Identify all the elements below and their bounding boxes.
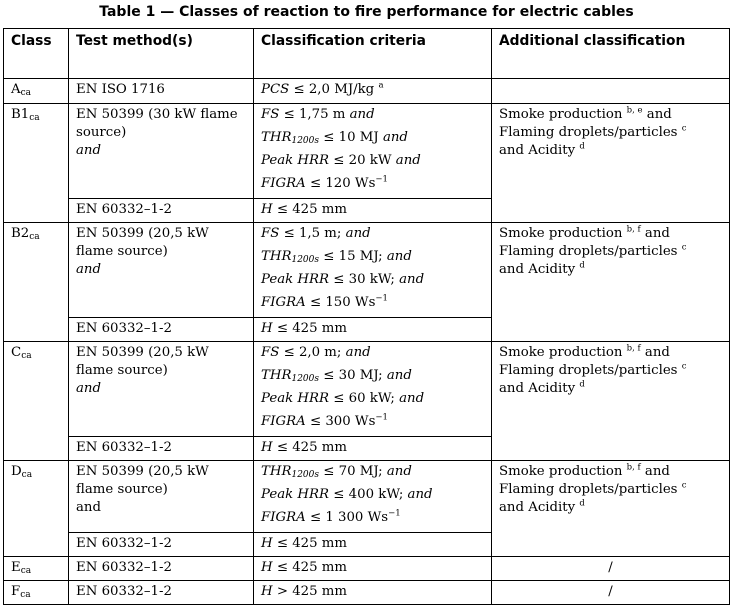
fire-classes-table [3, 28, 730, 605]
method-cell: EN 60332–1-2 [69, 557, 254, 581]
additional-cell: / [492, 581, 730, 605]
class-cell: Cca [4, 342, 69, 461]
criteria-cell: FS ≤ 1,75 m and THR1200s ≤ 10 MJ and Peak HRR ≤ 20 kW and FIGRA ≤ 120 $Ws^{-1}$ [254, 104, 492, 199]
header-classification-criteria: Classification criteria [254, 29, 492, 79]
method-cell: EN 60332–1-2 [69, 533, 254, 557]
criteria-cell: H ≤ 425 mm [254, 318, 492, 342]
criteria-cell: FS ≤ 2,0 m; and THR1200s ≤ 30 MJ; and Peak HRR ≤ 60 kW; and FIGRA ≤ 300 $Ws^{-1}$ [254, 342, 492, 437]
method-cell: EN 50399 (20,5 kW flame source) and [69, 223, 254, 318]
class-cell: B2ca [4, 223, 69, 342]
criteria-cell: PCS ≤ 2,0 MJ/kg $^a$ [254, 79, 492, 104]
header-row [4, 29, 730, 79]
additional-cell: Smoke production $^{b, f}$ and Flaming droplets/particles $^c$ and Acidity $^d$ [492, 461, 730, 557]
criteria-cell: H ≤ 425 mm [254, 533, 492, 557]
additional-cell: Smoke production $^{b, f}$ and Flaming droplets/particles $^c$ and Acidity $^d$ [492, 223, 730, 342]
table-row [4, 581, 730, 605]
criteria-cell: FS ≤ 1,5 m; and THR1200s ≤ 15 MJ; and Peak HRR ≤ 30 kW; and FIGRA ≤ 150 $Ws^{-1}$ [254, 223, 492, 318]
method-cell: EN ISO 1716 [69, 79, 254, 104]
class-cell: Fca [4, 581, 69, 605]
class-cell: Aca [4, 79, 69, 104]
method-cell: EN 60332–1-2 [69, 318, 254, 342]
additional-cell: Smoke production $^{b, e}$ and Flaming droplets/particles $^c$ and Acidity $^d$ [492, 104, 730, 223]
method-cell: EN 60332–1-2 [69, 581, 254, 605]
header-additional-classification: Additional classification [492, 29, 730, 79]
table-row [4, 79, 730, 104]
table-caption: Table 1 — Classes of reaction to fire performance for electric cables [99, 4, 634, 20]
additional-cell: Smoke production $^{b, f}$ and Flaming droplets/particles $^c$ and Acidity $^d$ [492, 342, 730, 461]
method-cell: EN 60332–1-2 [69, 437, 254, 461]
header-test-method: Test method(s) [69, 29, 254, 79]
class-cell: Eca [4, 557, 69, 581]
criteria-cell: H ≤ 425 mm [254, 437, 492, 461]
criteria-cell: H > 425 mm [254, 581, 492, 605]
method-cell: EN 50399 (20,5 kW flame source) and [69, 461, 254, 533]
table-row [4, 461, 730, 533]
additional-cell [492, 79, 730, 104]
table-row [4, 104, 730, 199]
additional-cell: / [492, 557, 730, 581]
class-cell: Dca [4, 461, 69, 557]
table-row [4, 223, 730, 318]
method-cell: EN 60332–1-2 [69, 199, 254, 223]
criteria-cell: H ≤ 425 mm [254, 557, 492, 581]
header-class: Class [4, 29, 69, 79]
table-row [4, 342, 730, 437]
criteria-cell: THR1200s ≤ 70 MJ; and Peak HRR ≤ 400 kW; and FIGRA ≤ 1 300 $Ws^{-1}$ [254, 461, 492, 533]
table-row [4, 557, 730, 581]
method-cell: EN 50399 (30 kW flame source) and [69, 104, 254, 199]
criteria-cell: H ≤ 425 mm [254, 199, 492, 223]
method-cell: EN 50399 (20,5 kW flame source) and [69, 342, 254, 437]
class-cell: B1ca [4, 104, 69, 223]
